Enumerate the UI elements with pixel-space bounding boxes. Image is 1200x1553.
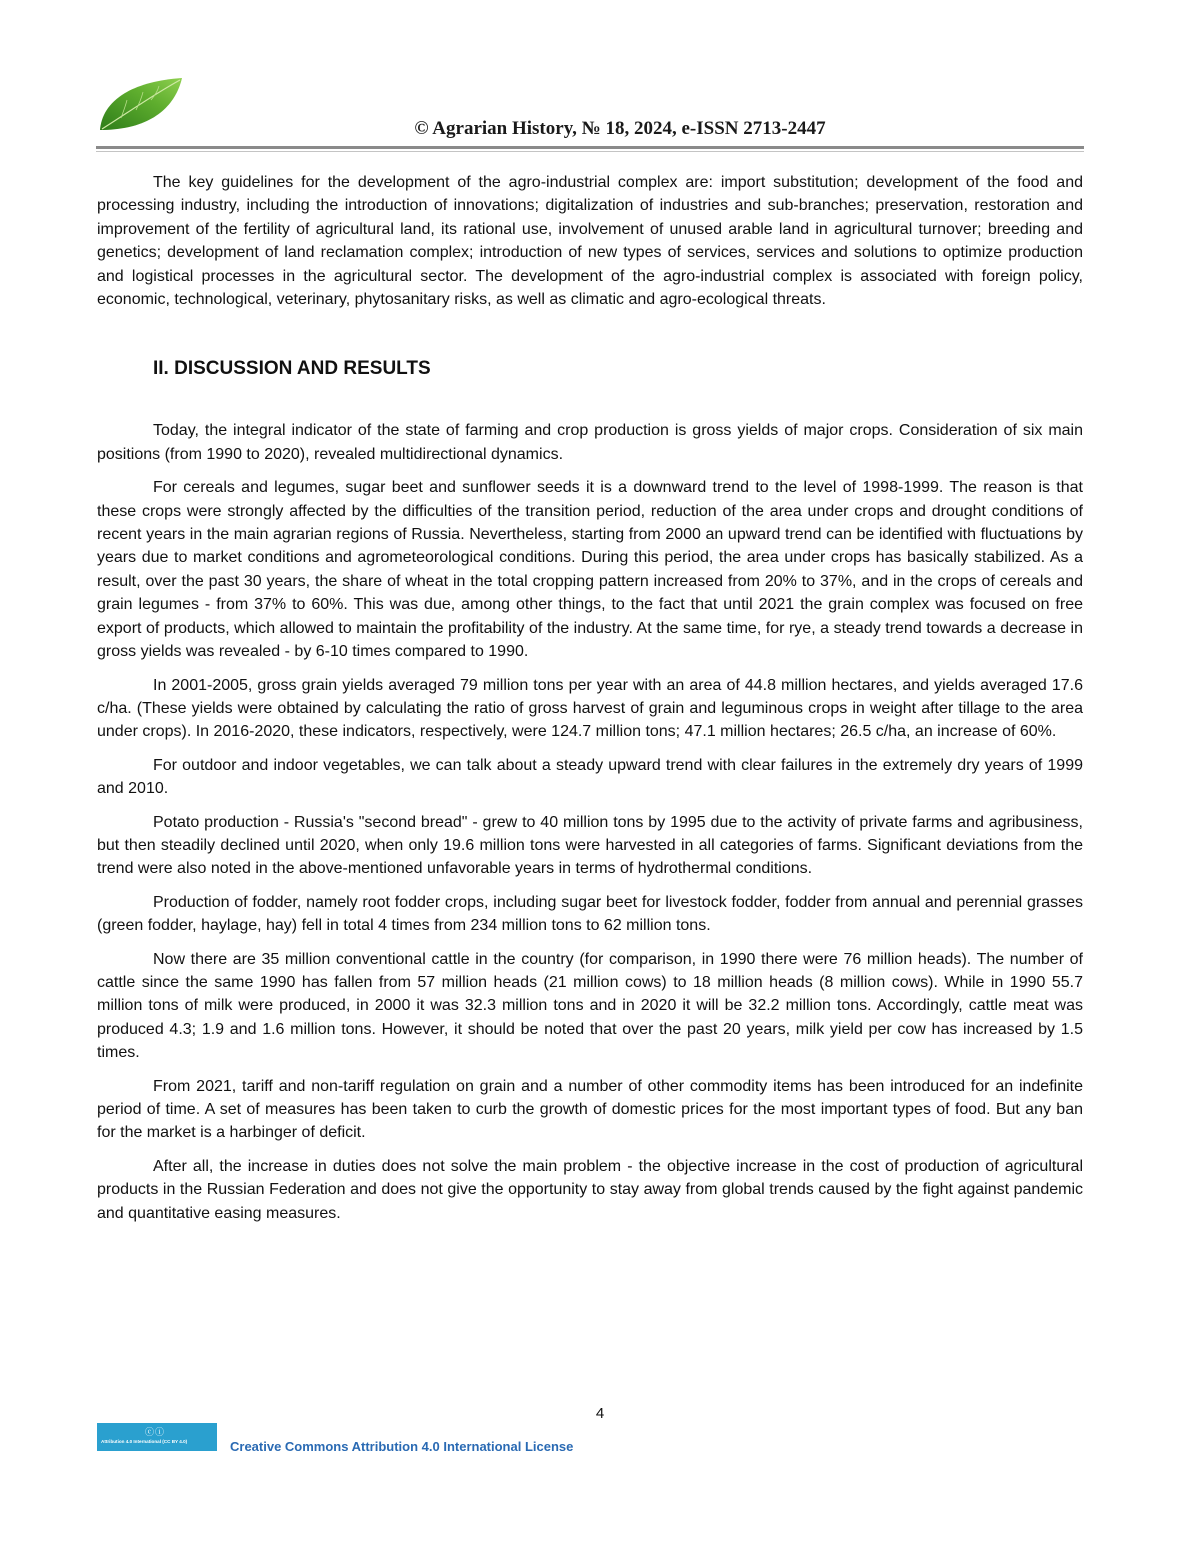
- journal-title: © Agrarian History, № 18, 2024, e-ISSN 2713-2447: [414, 118, 826, 139]
- cc-license-badge[interactable]: [97, 1423, 217, 1451]
- paragraph: Potato production - Russia's "second bread" - grew to 40 million tons by 1995 due to the activity of private farms and agribusiness, but then steadily declined until 2020, when only 19.6 million tons were harvested in all categories of farms. Significant deviations from the trend were also noted in the above-mentioned unfavorable years in terms of hydrothermal conditions.: [97, 813, 1083, 878]
- paragraph: Production of fodder, namely root fodder crops, including sugar beet for livestock fodder, fodder from annual and perennial grasses (green fodder, haylage, hay) fell in total 4 times from 234 million tons to 62 million tons.: [97, 893, 1083, 935]
- paragraph: For cereals and legumes, sugar beet and sunflower seeds it is a downward trend to the level of 1998-1999. The reason is that these crops were strongly affected by the difficulties of the transition period, reduction of the area under crops and drought conditions of recent years in the main agrarian regions of Russia. Nevertheless, starting from 2000 an upward trend can be identified with fluctuations by years due to market conditions and agrometeorological conditions. During this period, the area under crops has basically stabilized. As a result, over the past 30 years, the share of wheat in the total cropping pattern increased from 20% to 37%, and in the crops of cereals and grain legumes - from 37% to 60%. This was due, among other things, to the fact that until 2021 the grain complex was focused on free export of products, which allowed to maintain the profitability of the industry. At the same time, for rye, a steady trend towards a decrease in gross yields was revealed - by 6-10 times compared to 1990.: [97, 479, 1083, 661]
- cc-by-icon: ⓒⓘ: [145, 1427, 166, 1437]
- paragraph: From 2021, tariff and non-tariff regulation on grain and a number of other commodity items has been introduced for an indefinite period of time. A set of measures has been taken to curb the growth of domestic prices for the most important types of food. But any ban for the market is a harbinger of deficit.: [97, 1077, 1083, 1142]
- cc-badge-text: Attribution 4.0 International (CC BY 4.0): [101, 1439, 188, 1444]
- license-link[interactable]: Creative Commons Attribution 4.0 International License: [230, 1439, 574, 1454]
- paragraph: Today, the integral indicator of the state of farming and crop production is gross yields of major crops. Consideration of six main positions (from 1990 to 2020), revealed multidirectional dynamics.: [97, 422, 1083, 463]
- section-heading: II. DISCUSSION AND RESULTS: [153, 358, 431, 380]
- header-rule-thin: [96, 151, 1084, 152]
- page-number: 4: [595, 1405, 605, 1422]
- paragraph: For outdoor and indoor vegetables, we can talk about a steady upward trend with clear failures in the extremely dry years of 1999 and 2010.: [97, 756, 1083, 798]
- article-body: [97, 171, 1083, 1235]
- paragraph: After all, the increase in duties does not solve the main problem - the objective increase in the cost of production of agricultural products in the Russian Federation and does not give the opportunity to stay away from global trends caused by the fight against pandemic and quantitative easing measures.: [97, 1157, 1083, 1222]
- paragraph: In 2001-2005, gross grain yields averaged 79 million tons per year with an area of 44.8 million hectares, and yields averaged 17.6 c/ha. (These yields were obtained by calculating the ratio of gross harvest of grain and leguminous crops in weight after tillage to the area under crops). In 2016-2020, these indicators, respectively, were 124.7 million tons; 47.1 million hectares; 26.5 c/ha, an increase of 60%.: [97, 676, 1083, 741]
- paragraph: Now there are 35 million conventional cattle in the country (for comparison, in 1990 there were 76 million heads). The number of cattle since the same 1990 has fallen from 57 million heads (21 million cows) to 18 million heads (8 million cows). While in 1990 55.7 million tons of milk were produced, in 2000 it was 32.3 million tons and in 2020 it will be 32.2 million tons. Accordingly, cattle meat was produced 4.3; 1.9 and 1.6 million tons. However, it should be noted that over the past 20 years, milk yield per cow has increased by 1.5 times.: [97, 950, 1083, 1062]
- intro-paragraph: The key guidelines for the development of the agro-industrial complex are: import substitution; development of the food and processing industry, including the introduction of innovations; digitalization of industries and sub-branches; preservation, restoration and improvement of the fertility of agricultural land, its rational use, involvement of unused arable land in agricultural turnover; breeding and genetics; development of land reclamation complex; introduction of new types of services, services and solutions to optimize production and logistical processes in the agricultural sector. The development of the agro-industrial complex is associated with foreign policy, economic, technological, veterinary, phytosanitary risks, as well as climatic and agro-ecological threats.: [97, 174, 1083, 309]
- header-rule: [96, 146, 1084, 149]
